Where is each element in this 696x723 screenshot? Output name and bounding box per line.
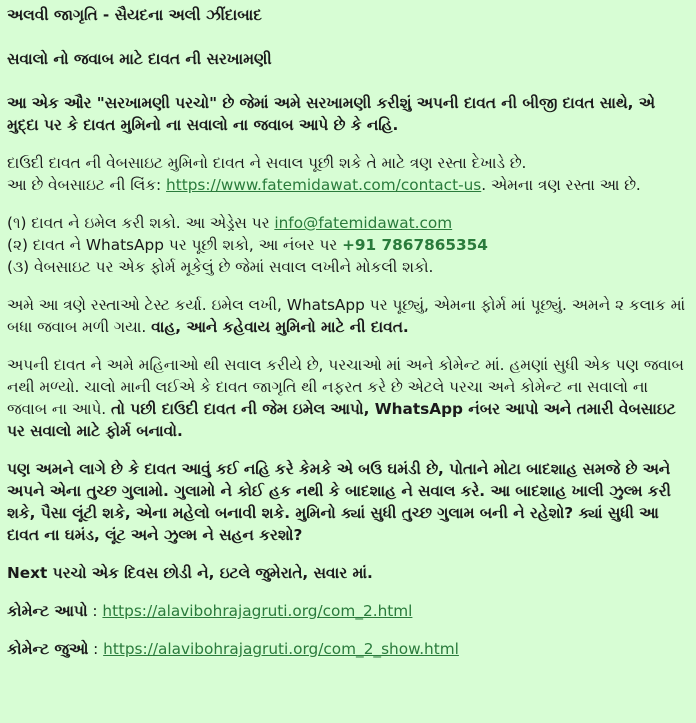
view-comment-link[interactable]: https://alavibohrajagruti.org/com_2_show.html — [103, 640, 459, 658]
way-1-text: (૧) દાવત ને ઇમેલ કરી શકો. આ એડ્રેસ પર — [7, 214, 275, 232]
our-dawat-bold-text: તો પછી દાઉદી દાવત ની જેમ ઇમેલ આપો, WhatsApp નંબર આપો અને તમારી વેબસાઇટ પર સવાલો માટે ફોર્મ બનાવો. — [7, 400, 676, 440]
view-comment-separator: : — [88, 640, 104, 658]
contact-us-link[interactable]: https://www.fatemidawat.com/contact-us — [166, 176, 482, 194]
page-subtitle: સવાલો નો જવાબ માટે દાવત ની સરખામણી — [7, 50, 272, 68]
site-header: અલવી જાગૃતિ - સૈયદના અલી ઝીંદાબાદ — [7, 6, 262, 24]
view-comment-line — [7, 638, 689, 660]
intro-paragraph: આ એક ઔર "સરખામણી પરચો" છે જેમાં અમે સરખામણી કરીશું અપની દાવત ની બીજી દાવત સાથે, એ મુદ્દા પર કે દાવત મુમિનો ના સવાલો ના જવાબ આપે છે કે નહિ. — [7, 94, 655, 134]
comment-separator: : — [87, 602, 103, 620]
website-paragraph — [7, 152, 689, 196]
test-paragraph — [7, 294, 689, 338]
website-line-1: દાઉદી દાવત ની વેબસાઇટ મુમિનો દાવત ને સવાલ પૂછી શકે તે માટે ત્રણ રસ્તા દેખાડે છે. — [7, 154, 527, 172]
whatsapp-number: +91 7867865354 — [342, 236, 488, 254]
our-dawat-text: અપની દાવત ને અમે મહિનાઓ થી સવાલ કરીયે છે, પરચાઓ માં અને કોમેન્ટ માં. હમણાં સુધી એક પણ જવાબ નથી મળ્યો. ચાલો માની લઈએ કે દાવત જાગૃતિ થી નફરત કરે છે એટલે પરચા અને કોમેન્ટ ના સવાલો ના જવાબ ના આપે. — [7, 356, 684, 418]
ways-list — [7, 212, 689, 278]
comment-label: કોમેન્ટ આપો — [7, 602, 88, 620]
email-link[interactable]: info@fatemidawat.com — [274, 214, 453, 232]
test-text: અમે આ ત્રણે રસ્તાઓ ટેસ્ટ કર્યા. ઇમેલ લખી, WhatsApp પર પૂછ્યું, એમના ફોર્મ માં પૂછ્યું. અમને ૨ કલાક માં બધા જવાબ મળી ગયા. — [7, 296, 686, 336]
website-line-2-prefix: આ છે વેબસાઇટ ની લિંક: — [7, 176, 167, 194]
way-3-text: (૩) વેબસાઇટ પર એક ફોર્મ મૂકેલું છે જેમાં સવાલ લખીને મોકલી શકો. — [7, 258, 434, 276]
comment-link[interactable]: https://alavibohrajagruti.org/com_2.html — [102, 602, 413, 620]
test-bold-text: વાહ, આને કહેવાય મુમિનો માટે ની દાવત. — [151, 318, 409, 336]
view-comment-label: કોમેન્ટ જુઓ — [7, 640, 89, 658]
comment-line — [7, 600, 689, 622]
conclusion-paragraph: પણ અમને લાગે છે કે દાવત આવું કઈ નહિ કરે કેમકે એ બઉ ઘમંડી છે, પોતાને મોટા બાદશાહ સમજે છે અને અપને એના તુચ્છ ગુલામો. ગુલામો ને કોઈ હક નથી કે બાદશાહ ને સવાલ કરે. આ બાદશાહ ખાલી ઝુલ્મ કરી શકે, પૈસા લૂંટી શકે, એના મહેલો બનાવી શકે. મુમિનો ક્યાં સુધી તુચ્છ ગુલામ બની ને રહેશો? ક્યાં સુધી આ દાવત ના ઘમંડ, લૂંટ અને ઝુલ્મ ને સહન કરશો? — [7, 460, 671, 544]
way-2-text: (૨) દાવત ને WhatsApp પર પૂછી શકો, આ નંબર પર — [7, 236, 343, 254]
website-line-2-suffix: . એમના ત્રણ રસ્તા આ છે. — [481, 176, 641, 194]
next-pamphlet-note: Next પરચો એક દિવસ છોડી ને, ઇટલે જુમેરાતે, સવાર માં. — [7, 564, 373, 582]
our-dawat-paragraph — [7, 354, 689, 442]
